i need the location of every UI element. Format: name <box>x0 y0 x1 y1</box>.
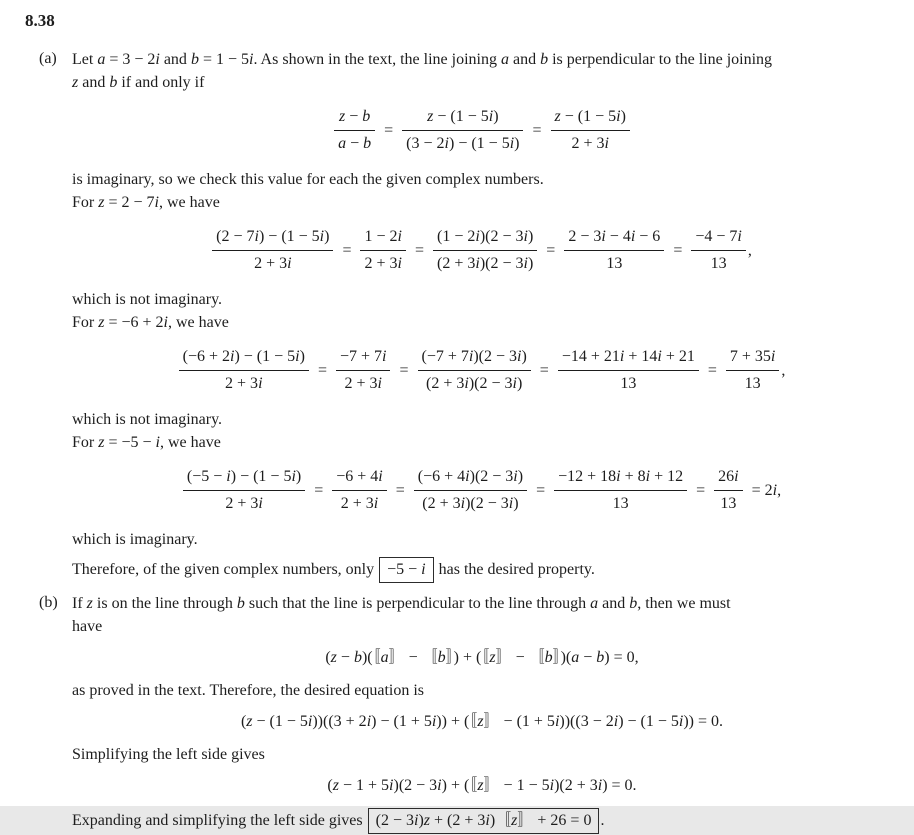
part-b-label: (b) <box>39 594 58 611</box>
fraction-denominator: (3 − 2i) − (1 − 5i) <box>402 130 523 154</box>
fraction-numerator: (−6 + 2i) − (1 − 5i) <box>182 348 305 365</box>
case-2-result: which is not imaginary. <box>72 411 223 428</box>
fraction-numerator: (2 − 7i) − (1 − 5i) <box>216 228 330 245</box>
math-text: a = 3 − 2i <box>97 51 160 68</box>
fraction <box>183 467 305 514</box>
equation-perpendicular-condition <box>72 107 892 154</box>
math-text: , <box>781 361 786 379</box>
part-a-intro-line1: Let a = 3 − 2i and b = 1 − 5i. As shown in the text, the line joining a and b is perpendicular to the line joining <box>72 51 773 68</box>
fraction-denominator: 13 <box>726 370 779 394</box>
fraction-numerator: 26i <box>718 468 739 485</box>
fraction-numerator: z − (1 − 5i) <box>554 108 626 125</box>
case-3-result: which is imaginary. <box>72 531 198 548</box>
math-text: = <box>536 481 546 499</box>
fraction-denominator: 13 <box>564 250 664 274</box>
part-a <box>25 48 892 587</box>
fraction-denominator: 2 + 3i <box>212 250 333 274</box>
fraction <box>558 347 699 394</box>
fraction <box>554 467 687 514</box>
fraction <box>414 467 527 514</box>
math-text: z <box>72 74 79 91</box>
part-b-body <box>72 592 892 835</box>
fraction-denominator: 2 + 3i <box>179 370 309 394</box>
math-text: z = −6 + 2i <box>98 314 168 331</box>
fraction-numerator: −4 − 7i <box>695 228 742 245</box>
math-text: = 2i, <box>751 481 782 499</box>
part-b-intro-line2: have <box>72 618 103 635</box>
case-2-intro: For z = −6 + 2i, we have <box>72 314 229 331</box>
fraction <box>332 467 387 514</box>
math-text: b <box>540 51 549 68</box>
case-3-equation <box>72 467 892 514</box>
math-text: z = 2 − 7i <box>98 194 159 211</box>
math-text: b <box>236 595 245 612</box>
math-text: = <box>707 361 717 379</box>
math-text: = <box>317 361 327 379</box>
math-text: (z − 1 + 5i)(2 − 3i) + (〚z〛 − 1 − 5i)(2 + 3i) = 0. <box>327 777 637 794</box>
fraction <box>418 347 531 394</box>
fraction <box>402 107 523 154</box>
fraction-numerator: 1 − 2i <box>364 228 402 245</box>
math-text: (z − (1 − 5i))((3 + 2i) − (1 + 5i)) + (〚z〛 − (1 + 5i))((3 − 2i) − (1 − 5i)) = 0. <box>240 713 724 730</box>
equation-simplified <box>72 775 892 797</box>
part-a-body <box>72 48 892 587</box>
fraction-numerator: −6 + 4i <box>336 468 383 485</box>
part-b-final: Expanding and simplifying the left side gives (2 − 3i)z + (2 + 3i)〚z〛 + 26 = 0 . <box>72 808 892 834</box>
math-text: , <box>747 241 752 259</box>
fraction-denominator: 13 <box>554 490 687 514</box>
part-a-label: (a) <box>39 50 57 67</box>
boxed-answer: (2 − 3i)z + (2 + 3i)〚z〛 + 26 = 0 <box>368 808 600 834</box>
fraction-numerator: 2 − 3i − 4i − 6 <box>568 228 661 245</box>
math-text: = <box>696 481 706 499</box>
fraction-denominator: 13 <box>714 490 742 514</box>
problem-number: 8.38 <box>25 11 55 30</box>
fraction-denominator: a − b <box>334 130 375 154</box>
fraction-numerator: −12 + 18i + 8i + 12 <box>558 468 684 485</box>
fraction-denominator: 2 + 3i <box>551 130 630 154</box>
boxed-answer: −5 − i <box>379 557 434 583</box>
fraction-denominator: 13 <box>691 250 746 274</box>
math-text: = <box>414 241 424 259</box>
part-a-check-note: is imaginary, so we check this value for each the given complex numbers. <box>72 171 544 188</box>
fraction-numerator: 7 + 35i <box>729 348 776 365</box>
fraction-denominator: 2 + 3i <box>332 490 387 514</box>
case-2-equation <box>72 347 892 394</box>
fraction <box>433 227 537 274</box>
math-text: = <box>342 241 352 259</box>
fraction <box>334 107 375 154</box>
fraction <box>336 347 391 394</box>
case-1-result: which is not imaginary. <box>72 291 223 308</box>
fraction-denominator: (2 + 3i)(2 − 3i) <box>433 250 537 274</box>
fraction-denominator: (2 + 3i)(2 − 3i) <box>414 490 527 514</box>
fraction-numerator: −14 + 21i + 14i + 21 <box>561 348 695 365</box>
fraction-denominator: 2 + 3i <box>183 490 305 514</box>
math-text: = <box>314 481 324 499</box>
part-a-intro-line2: z and b if and only if <box>72 74 205 91</box>
math-text: = <box>532 121 542 139</box>
math-text: a <box>590 595 599 612</box>
fraction <box>691 227 746 274</box>
case-1-equation <box>72 227 892 274</box>
math-text: z = −5 − i <box>98 434 160 451</box>
equation-perpendicularity <box>72 647 892 669</box>
math-text: b = 1 − 5i <box>190 51 254 68</box>
fraction <box>179 347 309 394</box>
fraction <box>564 227 664 274</box>
math-text: = <box>539 361 549 379</box>
fraction <box>212 227 333 274</box>
fraction-numerator: (−6 + 4i)(2 − 3i) <box>417 468 524 485</box>
math-text: = <box>395 481 405 499</box>
math-text: a <box>500 51 509 68</box>
case-1-intro: For z = 2 − 7i, we have <box>72 194 220 211</box>
case-3-intro: For z = −5 − i, we have <box>72 434 221 451</box>
fraction-denominator: 2 + 3i <box>360 250 405 274</box>
part-b-simplify-note: Simplifying the left side gives <box>72 746 265 763</box>
fraction-numerator: −7 + 7i <box>339 348 387 365</box>
fraction <box>360 227 405 274</box>
math-text: b <box>629 595 638 612</box>
fraction-numerator: (−7 + 7i)(2 − 3i) <box>421 348 527 365</box>
math-text: (z − b)(〚a〛 − 〚b〛) + (〚z〛 − 〚b〛)(a − b) = 0, <box>325 649 639 666</box>
fraction-denominator: 2 + 3i <box>336 370 391 394</box>
part-b-proved-note: as proved in the text. Therefore, the desired equation is <box>72 682 425 699</box>
math-text: = <box>384 121 394 139</box>
math-text: b <box>109 74 118 91</box>
fraction <box>726 347 779 394</box>
equation-desired <box>72 711 892 733</box>
part-a-conclusion: Therefore, of the given complex numbers, only −5 − i has the desired property. <box>72 557 892 583</box>
math-text: = <box>399 361 409 379</box>
part-b <box>25 592 892 835</box>
fraction-numerator: (−5 − i) − (1 − 5i) <box>186 468 302 485</box>
fraction-denominator: (2 + 3i)(2 − 3i) <box>418 370 531 394</box>
math-text: = <box>673 241 683 259</box>
fraction-denominator: 13 <box>558 370 699 394</box>
fraction-numerator: (1 − 2i)(2 − 3i) <box>437 228 534 245</box>
fraction-numerator: z − b <box>338 108 371 125</box>
part-b-intro-line1: If z is on the line through b such that the line is perpendicular to the line through a and b, then we must <box>72 595 731 612</box>
fraction <box>714 467 742 514</box>
math-text: z <box>86 595 93 612</box>
fraction-numerator: z − (1 − 5i) <box>427 108 499 125</box>
fraction <box>551 107 630 154</box>
math-text: = <box>546 241 556 259</box>
